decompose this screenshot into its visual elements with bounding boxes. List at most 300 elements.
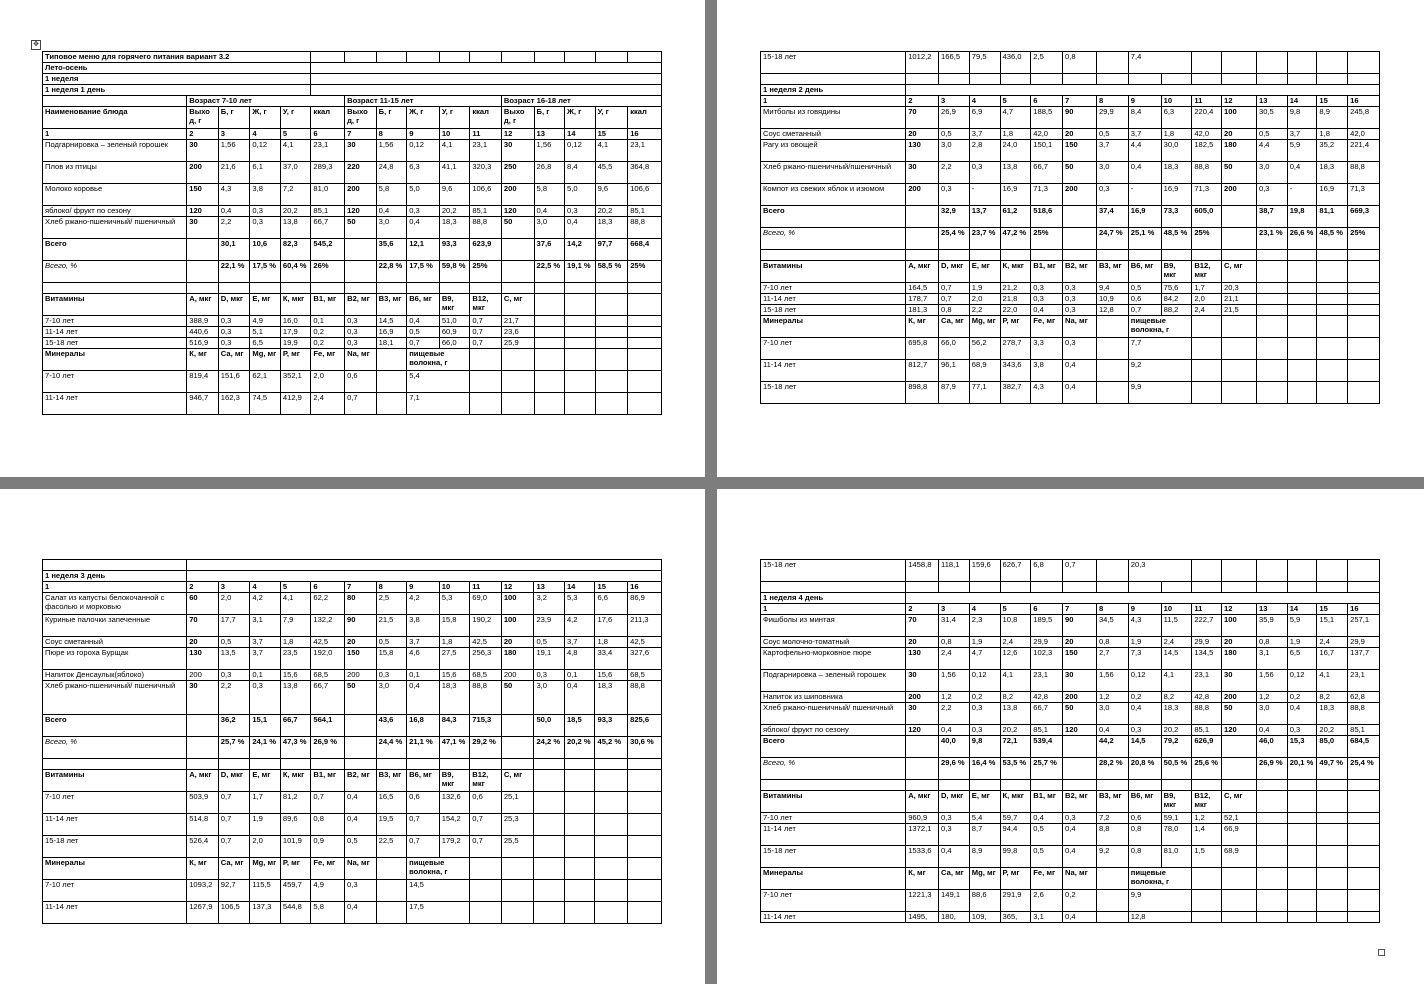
table-cell[interactable]: 20,2: [1000, 725, 1031, 736]
table-cell[interactable]: 26,6 %: [1287, 228, 1317, 250]
table-cell[interactable]: [1222, 780, 1257, 791]
table-cell[interactable]: [628, 814, 662, 836]
table-cell[interactable]: 5,9: [1287, 140, 1317, 162]
table-cell[interactable]: [250, 283, 281, 294]
table-cell[interactable]: 2,4: [311, 393, 345, 415]
table-cell[interactable]: 1,56: [534, 140, 565, 162]
table-cell[interactable]: В2, мг: [1063, 791, 1097, 813]
table-cell[interactable]: 47,1 %: [439, 737, 470, 759]
table-cell[interactable]: 101,9: [280, 836, 311, 858]
table-cell[interactable]: 436,0: [1000, 52, 1031, 74]
table-cell[interactable]: 10: [439, 129, 470, 140]
table-cell[interactable]: Fe, мг: [311, 349, 345, 371]
table-cell[interactable]: 178,7: [906, 294, 939, 305]
table-cell[interactable]: [1287, 582, 1317, 593]
table-cell[interactable]: [187, 759, 219, 770]
table-cell[interactable]: [1128, 780, 1161, 791]
table-cell[interactable]: [1222, 338, 1257, 360]
table-cell[interactable]: 1: [761, 96, 906, 107]
table-cell[interactable]: [407, 759, 440, 770]
table-cell[interactable]: Всего, %: [43, 261, 187, 283]
table-cell[interactable]: 364,8: [628, 162, 662, 184]
table-cell[interactable]: 52,1: [1222, 813, 1257, 824]
table-cell[interactable]: 200: [187, 670, 219, 681]
table-cell[interactable]: 12,1: [407, 239, 440, 261]
table-cell[interactable]: [1317, 813, 1348, 824]
table-cell[interactable]: [1192, 316, 1222, 338]
table-cell[interactable]: Типовое меню для горячего питания вариант 3.2: [43, 52, 311, 63]
table-cell[interactable]: 4,4: [1128, 140, 1161, 162]
table-cell[interactable]: 2,2: [939, 162, 970, 184]
table-cell[interactable]: 0,5: [1128, 283, 1161, 294]
table-cell[interactable]: [311, 759, 345, 770]
table-cell[interactable]: 7-10 лет: [761, 813, 906, 824]
table-cell[interactable]: [1000, 582, 1031, 593]
table-cell[interactable]: [1096, 912, 1128, 923]
table-cell[interactable]: 11-14 лет: [761, 360, 906, 382]
table-cell[interactable]: 50,0: [534, 715, 565, 737]
table-cell[interactable]: [439, 283, 470, 294]
table-cell[interactable]: 16,9: [1317, 184, 1348, 206]
table-cell[interactable]: 12,8: [1096, 305, 1128, 316]
table-cell[interactable]: 10: [1161, 604, 1192, 615]
table-cell[interactable]: 180,: [939, 912, 970, 923]
table-cell[interactable]: 0,7: [407, 338, 440, 349]
table-cell[interactable]: 20: [906, 637, 939, 648]
table-cell[interactable]: 9: [407, 129, 440, 140]
table-cell[interactable]: [470, 880, 502, 902]
table-cell[interactable]: 137,7: [1348, 648, 1380, 670]
table-cell[interactable]: 84,3: [439, 715, 470, 737]
table-cell[interactable]: [1287, 890, 1317, 912]
table-cell[interactable]: 1 неделя: [43, 74, 311, 85]
table-cell[interactable]: 9,9: [1128, 382, 1192, 404]
table-cell[interactable]: [1000, 780, 1031, 791]
table-cell[interactable]: 3,0: [376, 681, 407, 715]
table-cell[interactable]: [628, 792, 662, 814]
table-cell[interactable]: 180: [501, 648, 534, 670]
table-cell[interactable]: К, мг: [187, 349, 219, 371]
table-cell[interactable]: [376, 880, 407, 902]
table-cell[interactable]: 100: [501, 593, 534, 615]
table-cell[interactable]: 0,9: [311, 836, 345, 858]
table-cell[interactable]: [470, 902, 502, 924]
table-cell[interactable]: [1317, 338, 1348, 360]
table-cell[interactable]: яблоко/ фрукт по сезону: [761, 725, 906, 736]
table-cell[interactable]: 100: [1222, 615, 1257, 637]
table-cell[interactable]: 5,3: [564, 593, 595, 615]
table-cell[interactable]: [1096, 360, 1128, 382]
table-cell[interactable]: В2, мг: [1063, 261, 1097, 283]
table-cell[interactable]: 42,8: [1031, 692, 1063, 703]
table-cell[interactable]: [1222, 758, 1257, 780]
table-cell[interactable]: 4,1: [280, 140, 311, 162]
table-cell[interactable]: 564,1: [311, 715, 345, 737]
table-cell[interactable]: 9,2: [1096, 846, 1128, 868]
table-cell[interactable]: 0,4: [376, 206, 407, 217]
table-cell[interactable]: [43, 283, 187, 294]
table-cell[interactable]: 0,3: [1287, 725, 1317, 736]
table-cell[interactable]: 20,2: [280, 206, 311, 217]
table-cell[interactable]: 0,2: [1063, 890, 1097, 912]
table-cell[interactable]: 0,4: [1063, 912, 1097, 923]
table-cell[interactable]: В9, мкг: [439, 770, 470, 792]
table-cell[interactable]: 42,8: [1192, 692, 1222, 703]
table-cell[interactable]: Е, мг: [250, 294, 281, 316]
table-cell[interactable]: ккал: [470, 107, 502, 129]
table-cell[interactable]: Выхо д, г: [345, 107, 377, 129]
table-cell[interactable]: [595, 294, 628, 316]
table-cell[interactable]: [376, 393, 407, 415]
table-cell[interactable]: 960,9: [906, 813, 939, 824]
table-cell[interactable]: Na, мг: [1063, 316, 1097, 338]
table-cell[interactable]: 36,2: [218, 715, 250, 737]
table-cell[interactable]: 1,2: [939, 692, 970, 703]
table-cell[interactable]: 120: [1063, 725, 1097, 736]
table-cell[interactable]: Fe, мг: [1031, 316, 1063, 338]
table-cell[interactable]: 5,8: [376, 184, 407, 206]
table-cell[interactable]: 66,9: [1222, 824, 1257, 846]
table-cell[interactable]: 4,9: [250, 316, 281, 327]
table-cell[interactable]: 0,3: [218, 670, 250, 681]
table-cell[interactable]: 1 неделя 2 день: [761, 85, 906, 96]
table-cell[interactable]: 8: [376, 129, 407, 140]
table-cell[interactable]: 3,0: [1096, 703, 1128, 725]
table-cell[interactable]: 13: [1256, 96, 1287, 107]
table-cell[interactable]: 85,1: [1348, 725, 1380, 736]
table-cell[interactable]: [1222, 52, 1257, 74]
table-cell[interactable]: [376, 349, 407, 371]
table-cell[interactable]: 4: [250, 129, 281, 140]
table-cell[interactable]: 38,7: [1256, 206, 1287, 228]
table-cell[interactable]: [939, 582, 970, 593]
table-cell[interactable]: 4: [969, 604, 1000, 615]
table-cell[interactable]: 0,8: [311, 814, 345, 836]
table-cell[interactable]: Лето-осень: [43, 63, 311, 74]
table-cell[interactable]: 120: [501, 206, 534, 217]
table-cell[interactable]: [1192, 868, 1222, 890]
table-cell[interactable]: 5,8: [534, 184, 565, 206]
table-cell[interactable]: 15,8: [376, 648, 407, 670]
table-cell[interactable]: 3,0: [939, 140, 970, 162]
table-cell[interactable]: 23,1: [1192, 670, 1222, 692]
table-cell[interactable]: 8: [1096, 604, 1128, 615]
table-cell[interactable]: [345, 52, 377, 63]
table-cell[interactable]: 50: [1222, 162, 1257, 184]
table-cell[interactable]: 0,3: [250, 206, 281, 217]
table-cell[interactable]: 20,2: [1161, 725, 1192, 736]
table-cell[interactable]: [534, 283, 565, 294]
table-cell[interactable]: 188,5: [1031, 107, 1063, 129]
table-cell[interactable]: 7,4: [1128, 52, 1192, 74]
table-cell[interactable]: Наименование блюда: [43, 107, 187, 129]
table-cell[interactable]: 626,9: [1192, 736, 1222, 758]
table-cell[interactable]: Р, мг: [1000, 316, 1031, 338]
table-cell[interactable]: 0,8: [1096, 637, 1128, 648]
table-cell[interactable]: [628, 902, 662, 924]
table-cell[interactable]: 1 неделя 1 день: [43, 85, 311, 96]
table-cell[interactable]: 4,1: [1317, 670, 1348, 692]
table-cell[interactable]: 5,4: [407, 371, 470, 393]
table-cell[interactable]: 13,8: [1000, 162, 1031, 184]
table-cell[interactable]: 13: [534, 129, 565, 140]
table-cell[interactable]: 0,2: [969, 692, 1000, 703]
table-cell[interactable]: 50: [1222, 703, 1257, 725]
table-cell[interactable]: 23,5: [280, 648, 311, 670]
table-cell[interactable]: [628, 759, 662, 770]
table-cell[interactable]: А, мкг: [187, 294, 219, 316]
table-cell[interactable]: 0,7: [470, 814, 502, 836]
table-cell[interactable]: 179,2: [439, 836, 470, 858]
table-cell[interactable]: 0,5: [939, 129, 970, 140]
table-cell[interactable]: 15-18 лет: [761, 305, 906, 316]
table-cell[interactable]: 11,5: [1161, 615, 1192, 637]
table-cell[interactable]: [470, 371, 502, 393]
table-cell[interactable]: 30: [187, 140, 219, 162]
table-cell[interactable]: [534, 316, 565, 327]
table-cell[interactable]: 327,6: [628, 648, 662, 670]
table-cell[interactable]: 75,6: [1161, 283, 1192, 294]
table-cell[interactable]: 7,7: [1128, 338, 1192, 360]
table-cell[interactable]: 70: [187, 615, 219, 637]
table-cell[interactable]: 7-10 лет: [761, 338, 906, 360]
table-cell[interactable]: 6,3: [1161, 107, 1192, 129]
table-cell[interactable]: 16,9: [376, 327, 407, 338]
table-cell[interactable]: 150: [1063, 648, 1097, 670]
table-cell[interactable]: В9, мкг: [439, 294, 470, 316]
table-cell[interactable]: [1256, 382, 1287, 404]
table-cell[interactable]: 88,8: [1348, 162, 1380, 184]
table-cell[interactable]: [534, 902, 565, 924]
table-cell[interactable]: 18,5: [564, 715, 595, 737]
table-cell[interactable]: [311, 52, 345, 63]
table-cell[interactable]: 137,3: [250, 902, 281, 924]
table-cell[interactable]: 81,0: [311, 184, 345, 206]
table-cell[interactable]: 182,5: [1192, 140, 1222, 162]
table-cell[interactable]: Витамины: [43, 770, 187, 792]
table-cell[interactable]: 0,2: [1287, 692, 1317, 703]
table-cell[interactable]: [1348, 813, 1380, 824]
table-cell[interactable]: 3,7: [969, 129, 1000, 140]
table-cell[interactable]: [501, 261, 534, 283]
table-cell[interactable]: 24,0: [1000, 140, 1031, 162]
table-cell[interactable]: 16,9: [1161, 184, 1192, 206]
table-cell[interactable]: 16,9: [1128, 206, 1161, 228]
table-cell[interactable]: 25,7 %: [1031, 758, 1063, 780]
table-cell[interactable]: [939, 74, 970, 85]
table-cell[interactable]: Напиток Денсаулык(яблоко): [43, 670, 187, 681]
table-cell[interactable]: 15,1: [1317, 615, 1348, 637]
table-cell[interactable]: 3,7: [250, 648, 281, 670]
table-cell[interactable]: 25,9: [501, 338, 534, 349]
table-cell[interactable]: 5,9: [1287, 615, 1317, 637]
table-cell[interactable]: 12,8: [1128, 912, 1192, 923]
table-cell[interactable]: 50: [1063, 703, 1097, 725]
table-cell[interactable]: [565, 327, 596, 338]
table-cell[interactable]: 27,5: [439, 648, 470, 670]
table-cell[interactable]: 90: [1063, 615, 1097, 637]
table-cell[interactable]: Молоко коровье: [43, 184, 187, 206]
table-cell[interactable]: пищевые волокна, г: [1128, 316, 1192, 338]
table-cell[interactable]: 0,3: [534, 670, 565, 681]
table-cell[interactable]: [534, 759, 565, 770]
table-cell[interactable]: 1,9: [969, 637, 1000, 648]
table-cell[interactable]: 49,7 %: [1317, 758, 1348, 780]
table-cell[interactable]: 4,1: [439, 140, 470, 162]
table-cell[interactable]: [1348, 294, 1380, 305]
table-cell[interactable]: 20,2: [1317, 725, 1348, 736]
table-cell[interactable]: 0,4: [345, 902, 377, 924]
table-cell[interactable]: 0,12: [969, 670, 1000, 692]
table-cell[interactable]: 4,7: [1000, 107, 1031, 129]
table-cell[interactable]: К, мкг: [280, 294, 311, 316]
table-cell[interactable]: 946,7: [187, 393, 219, 415]
table-cell[interactable]: Na, мг: [1063, 868, 1097, 890]
table-cell[interactable]: -: [1128, 184, 1161, 206]
table-cell[interactable]: 0,3: [345, 327, 377, 338]
table-cell[interactable]: К, мкг: [1000, 261, 1031, 283]
table-cell[interactable]: Мg, мг: [250, 349, 281, 371]
table-cell[interactable]: 6,9: [969, 107, 1000, 129]
table-cell[interactable]: [628, 858, 662, 880]
table-cell[interactable]: [1287, 912, 1317, 923]
table-cell[interactable]: 0,3: [250, 681, 281, 715]
table-cell[interactable]: Всего, %: [761, 758, 906, 780]
table-cell[interactable]: 22,0: [1000, 305, 1031, 316]
table-cell[interactable]: 8,8: [1096, 824, 1128, 846]
table-cell[interactable]: 0,3: [1031, 283, 1063, 294]
table-cell[interactable]: [1256, 912, 1287, 923]
table-cell[interactable]: 0,7: [470, 338, 502, 349]
table-cell[interactable]: 90: [345, 615, 377, 637]
table-cell[interactable]: 85,1: [1192, 725, 1222, 736]
table-cell[interactable]: [187, 560, 662, 571]
table-cell[interactable]: В3, мг: [1096, 261, 1128, 283]
table-cell[interactable]: [1161, 74, 1192, 85]
table-cell[interactable]: [1287, 52, 1317, 74]
table-cell[interactable]: 278,7: [1000, 338, 1031, 360]
table-cell[interactable]: 1,9: [969, 283, 1000, 294]
table-cell[interactable]: [534, 814, 565, 836]
table-cell[interactable]: 20: [1222, 129, 1257, 140]
table-cell[interactable]: С, мг: [1222, 261, 1257, 283]
table-cell[interactable]: 30,1: [218, 239, 250, 261]
table-cell[interactable]: 9,8: [969, 736, 1000, 758]
table-cell[interactable]: 2: [906, 604, 939, 615]
table-cell[interactable]: 189,5: [1031, 615, 1063, 637]
table-cell[interactable]: 20: [906, 129, 939, 140]
table-cell[interactable]: 85,1: [470, 206, 502, 217]
table-cell[interactable]: 94,4: [1000, 824, 1031, 846]
table-cell[interactable]: 48,5 %: [1161, 228, 1192, 250]
table-cell[interactable]: 2,4: [939, 648, 970, 670]
table-cell[interactable]: [1063, 228, 1097, 250]
table-cell[interactable]: Е, мг: [969, 261, 1000, 283]
table-cell[interactable]: [906, 593, 1380, 604]
table-cell[interactable]: 150: [187, 184, 219, 206]
table-cell[interactable]: 3,2: [534, 593, 565, 615]
table-cell[interactable]: [906, 758, 939, 780]
table-cell[interactable]: 10,8: [1000, 615, 1031, 637]
table-cell[interactable]: 29,9: [1348, 637, 1380, 648]
table-cell[interactable]: [1256, 283, 1287, 294]
table-cell[interactable]: [1192, 338, 1222, 360]
table-cell[interactable]: [1222, 250, 1257, 261]
table-cell[interactable]: -: [1287, 184, 1317, 206]
table-cell[interactable]: 150: [1063, 140, 1097, 162]
table-cell[interactable]: [1287, 360, 1317, 382]
table-cell[interactable]: 0,6: [1128, 813, 1161, 824]
table-cell[interactable]: 18,3: [439, 681, 470, 715]
table-cell[interactable]: 20,2: [439, 206, 470, 217]
table-cell[interactable]: 77,1: [969, 382, 1000, 404]
table-cell[interactable]: 2,8: [969, 140, 1000, 162]
table-cell[interactable]: 4,9: [311, 880, 345, 902]
table-cell[interactable]: 0,4: [1031, 305, 1063, 316]
table-cell[interactable]: Выхо д, г: [501, 107, 534, 129]
table-cell[interactable]: 0,2: [311, 327, 345, 338]
table-cell[interactable]: [1256, 52, 1287, 74]
table-cell[interactable]: 70: [906, 107, 939, 129]
table-cell[interactable]: 25,5: [501, 836, 534, 858]
table-cell[interactable]: 18,3: [595, 681, 628, 715]
table-cell[interactable]: 0,3: [218, 338, 250, 349]
table-cell[interactable]: 5,0: [407, 184, 440, 206]
table-cell[interactable]: 93,3: [439, 239, 470, 261]
table-cell[interactable]: 25%: [1031, 228, 1063, 250]
table-cell[interactable]: [470, 759, 502, 770]
table-cell[interactable]: [1256, 74, 1287, 85]
table-cell[interactable]: 3,1: [250, 615, 281, 637]
table-cell[interactable]: [1317, 294, 1348, 305]
table-cell[interactable]: [1222, 316, 1257, 338]
table-cell[interactable]: Митболы из говядины: [761, 107, 906, 129]
table-cell[interactable]: 72,1: [1000, 736, 1031, 758]
table-cell[interactable]: 6,3: [407, 162, 440, 184]
table-cell[interactable]: В12, мкг: [470, 294, 502, 316]
table-cell[interactable]: [376, 52, 407, 63]
table-cell[interactable]: 25,4 %: [1348, 758, 1380, 780]
table-cell[interactable]: [1222, 736, 1257, 758]
table-cell[interactable]: [1348, 868, 1380, 890]
table-cell[interactable]: 97,7: [595, 239, 628, 261]
table-cell[interactable]: 29,9: [1031, 637, 1063, 648]
table-cell[interactable]: [565, 349, 596, 371]
table-cell[interactable]: 56,2: [969, 338, 1000, 360]
table-cell[interactable]: 88,2: [1161, 305, 1192, 316]
table-cell[interactable]: 2,0: [1192, 294, 1222, 305]
table-cell[interactable]: [1096, 316, 1128, 338]
table-cell[interactable]: 80: [345, 593, 377, 615]
table-cell[interactable]: Р, мг: [280, 349, 311, 371]
table-cell[interactable]: 23,1: [311, 140, 345, 162]
table-cell[interactable]: 1221,3: [906, 890, 939, 912]
table-cell[interactable]: 7: [345, 582, 377, 593]
table-cell[interactable]: 45,2 %: [595, 737, 628, 759]
table-cell[interactable]: 3,1: [1031, 912, 1063, 923]
table-cell[interactable]: 14: [565, 129, 596, 140]
table-cell[interactable]: [595, 316, 628, 327]
table-cell[interactable]: 30: [906, 162, 939, 184]
table-cell[interactable]: [1161, 582, 1192, 593]
table-cell[interactable]: [250, 759, 281, 770]
table-cell[interactable]: 26,8: [534, 162, 565, 184]
table-cell[interactable]: Возраст 16-18 лет: [501, 96, 661, 107]
table-cell[interactable]: [1063, 206, 1097, 228]
table-cell[interactable]: 62,2: [311, 593, 345, 615]
table-cell[interactable]: 1458,8: [906, 560, 939, 582]
table-cell[interactable]: [628, 294, 662, 316]
